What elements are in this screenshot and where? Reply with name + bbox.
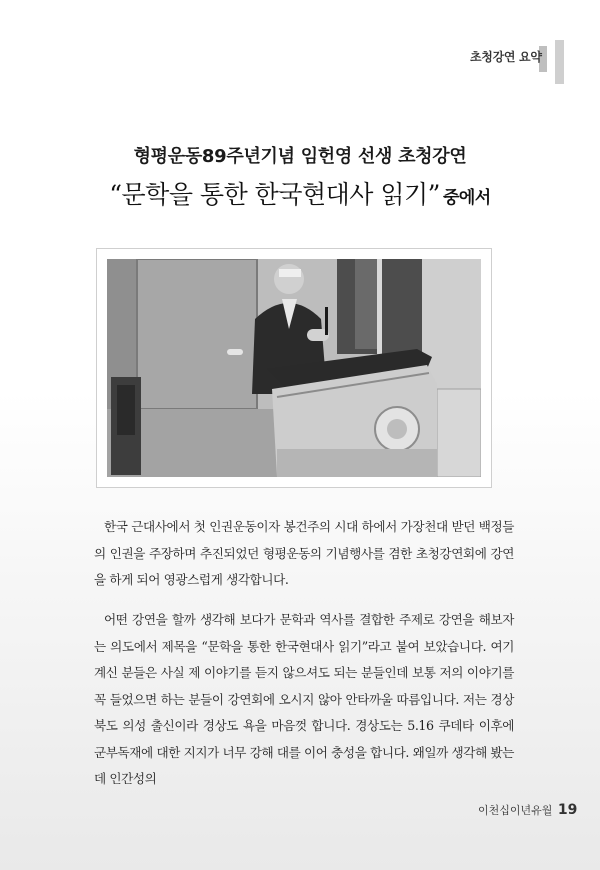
page-title — [0, 175, 600, 211]
page-footer — [478, 802, 577, 818]
page-subtitle: 형평운동89주년기념 임헌영 선생 초청강연 — [133, 146, 467, 167]
lecture-photo-image — [107, 259, 481, 477]
body-paragraph-2: 어떤 강연을 할까 생각해 보다가 문학과 역사를 결합한 주제로 강연을 해보자는 의도에서 제목을 “문학을 통한 한국현대사 읽기”라고 붙여 보았습니다. 여기 계신 분들은 사실 제 이야기를 듣지 않으셔도 되는 분들인데 보통 저의 이야기를 꼭 들었으면 하는 분들이 강연회에 오시지 않아 안타까울 따름입니다. 저는 경상북도 의성 출신이라 경상도 욕을 마음껏 합니다. 경상도는 5.16 쿠데타 이후에 군부독재에 대한 지지가 너무 강해 대를 이어 충성을 합니다. 왜일까 생각해 봤는데 인간성의 — [94, 612, 514, 786]
page-title-main: “문학을 통한 한국현대사 읽기” — [109, 180, 440, 209]
page-number: 19 — [557, 802, 578, 818]
body-paragraph-1: 한국 근대사에서 첫 인권운동이자 봉건주의 시대 하에서 가장천대 받던 백정들의 인권을 주장하며 추진되었던 형평운동의 기념행사를 겸한 초청강연회에 강연을 하게 되어 영광스럽게 생각합니다. — [94, 519, 514, 587]
page-title-tail: 중에서 — [442, 188, 491, 208]
footer-publication: 이천십이년유월 — [478, 804, 553, 817]
header-edge-mark — [555, 40, 564, 84]
lecture-photo — [96, 248, 492, 488]
section-tag: 초청강연 요약 — [470, 50, 542, 64]
